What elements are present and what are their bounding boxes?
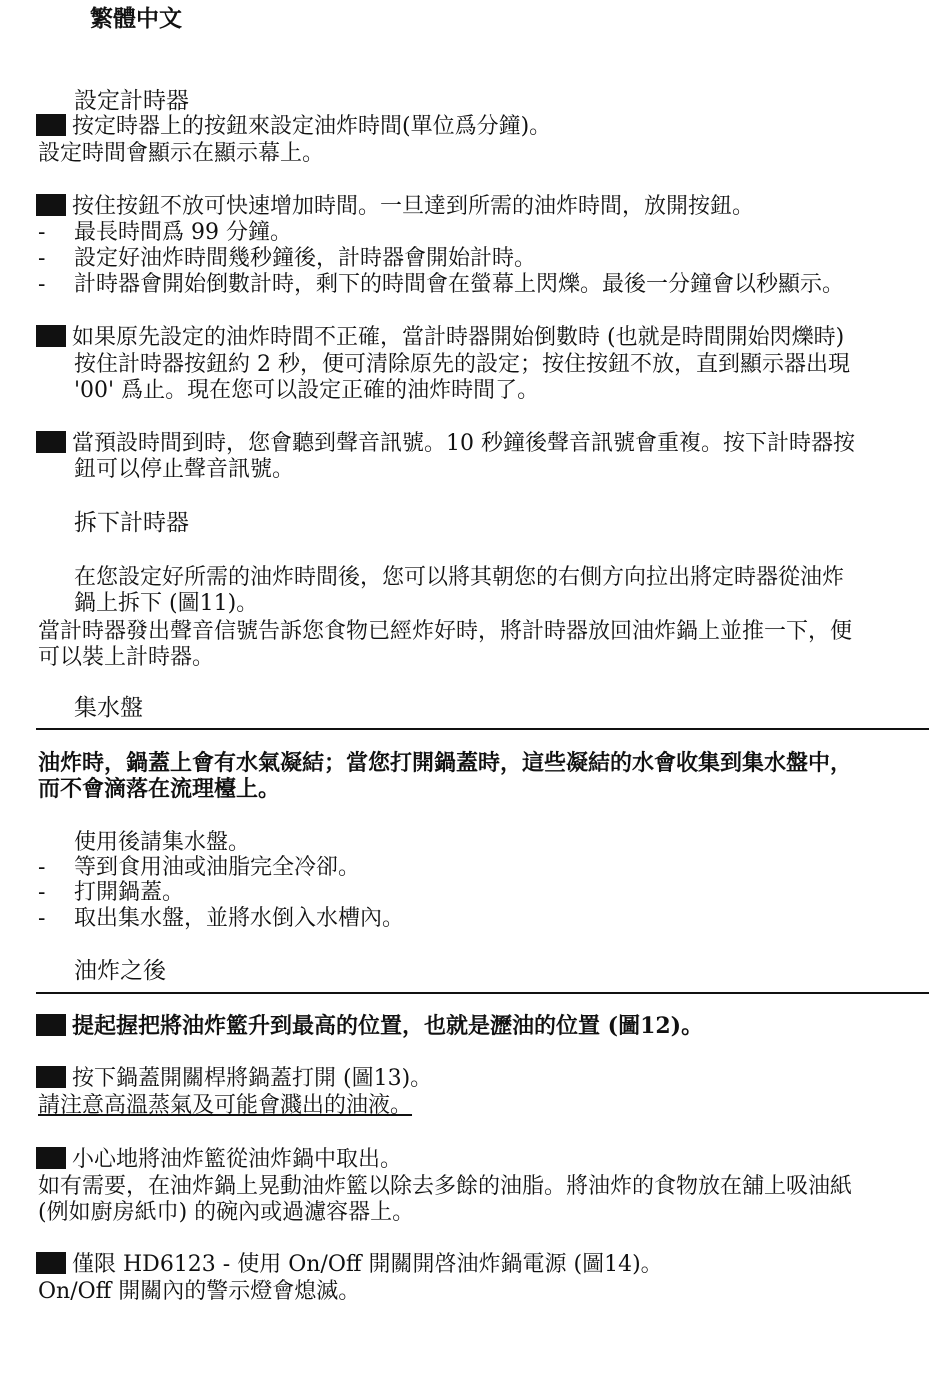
water-tray-bullet-2-text: 打開鍋蓋。 xyxy=(74,880,185,905)
timer-step-3 xyxy=(36,325,844,351)
section-divider xyxy=(36,992,929,994)
timer-bullet-2-text: 設定好油炸時間幾秒鐘後，計時器會開始計時。 xyxy=(74,246,537,271)
bullet-square-icon xyxy=(36,1066,66,1088)
dash-bullet-icon: - xyxy=(38,272,46,297)
timer-step-4-line-2: 鈕可以停止聲音訊號。 xyxy=(74,457,295,482)
timer-bullet-1 xyxy=(38,220,292,246)
remove-timer-line-1: 在您設定好所需的油炸時間後，您可以將其朝您的右側方向拉出將定時器從油炸 xyxy=(74,565,845,590)
after-frying-heading: 油炸之後 xyxy=(74,958,166,984)
after-frying-step-1 xyxy=(36,1013,703,1039)
timer-step-1 xyxy=(36,114,551,140)
dash-bullet-icon: - xyxy=(38,220,46,245)
after-frying-step-3-line-1: 如有需要，在油炸鍋上晃動油炸籃以除去多餘的油脂。將油炸的食物放在舖上吸油紙 xyxy=(38,1174,853,1199)
timer-bullet-3 xyxy=(38,272,844,298)
water-tray-bullet-3 xyxy=(38,906,404,932)
water-tray-intro-line-2: 而不會滴落在流理檯上。 xyxy=(38,776,281,802)
timer-step-2 xyxy=(36,194,754,220)
water-tray-heading: 集水盤 xyxy=(74,695,143,721)
after-frying-step-3 xyxy=(36,1147,402,1173)
timer-step-4 xyxy=(36,431,855,457)
timer-step-1-note: 設定時間會顯示在顯示幕上。 xyxy=(38,141,325,166)
dash-bullet-icon: - xyxy=(38,855,46,880)
timer-step-3-line-2: 按住計時器按鈕約 2 秒，便可清除原先的設定；按住按鈕不放，直到顯示器出現 xyxy=(74,352,850,377)
bullet-square-icon xyxy=(36,431,66,453)
dash-bullet-icon: - xyxy=(38,246,46,271)
after-frying-step-4-note: On/Off 開關內的警示燈會熄滅。 xyxy=(38,1279,361,1304)
dash-bullet-icon: - xyxy=(38,880,46,905)
timer-heading: 設定計時器 xyxy=(74,88,189,114)
water-tray-usage: 使用後請集水盤。 xyxy=(74,830,251,855)
timer-step-4-line-1: 當預設時間到時，您會聽到聲音訊號。10 秒鐘後聲音訊號會重複。按下計時器按 xyxy=(72,431,855,456)
bullet-square-icon xyxy=(36,194,66,216)
timer-bullet-3-text: 計時器會開始倒數計時，剩下的時間會在螢幕上閃爍。最後一分鐘會以秒顯示。 xyxy=(74,272,845,297)
after-frying-step-1-text: 提起握把將油炸籃升到最高的位置，也就是瀝油的位置 (圖12)。 xyxy=(72,1013,704,1039)
remove-timer-line-2: 鍋上拆下 (圖11)。 xyxy=(74,591,259,616)
dash-bullet-icon: - xyxy=(38,906,46,931)
timer-step-3-line-3: '00' 爲止。現在您可以設定正確的油炸時間了。 xyxy=(74,378,540,403)
timer-step-3-line-1: 如果原先設定的油炸時間不正確，當計時器開始倒數時 (也就是時間開始閃爍時) xyxy=(72,325,845,350)
water-tray-bullet-1-text: 等到食用油或油脂完全冷卻。 xyxy=(74,855,361,880)
timer-bullet-1-text: 最長時間爲 99 分鐘。 xyxy=(74,220,292,245)
after-frying-step-2-text: 按下鍋蓋開關桿將鍋蓋打開 (圖13)。 xyxy=(72,1066,433,1091)
water-tray-intro-line-1: 油炸時，鍋蓋上會有水氣凝結；當您打開鍋蓋時，這些凝結的水會收集到集水盤中， xyxy=(38,750,853,776)
after-frying-step-4 xyxy=(36,1252,663,1278)
remove-timer-para2-line-2: 可以裝上計時器。 xyxy=(38,645,215,670)
language-label: 繁體中文 xyxy=(90,5,182,32)
bullet-square-icon xyxy=(36,1014,66,1036)
water-tray-bullet-2 xyxy=(38,880,184,906)
section-divider xyxy=(36,728,929,730)
timer-step-2-text: 按住按鈕不放可快速增加時間。一旦達到所需的油炸時間，放開按鈕。 xyxy=(72,194,755,219)
after-frying-step-2 xyxy=(36,1066,432,1092)
bullet-square-icon xyxy=(36,1147,66,1169)
timer-bullet-2 xyxy=(38,246,536,272)
water-tray-bullet-3-text: 取出集水盤，並將水倒入水槽內。 xyxy=(74,906,405,931)
remove-timer-para2-line-1: 當計時器發出聲音信號告訴您食物已經炸好時，將計時器放回油炸鍋上並推一下，便 xyxy=(38,619,853,644)
bullet-square-icon xyxy=(36,1252,66,1274)
remove-timer-heading: 拆下計時器 xyxy=(74,510,189,536)
timer-step-1-text: 按定時器上的按鈕來設定油炸時間(單位爲分鐘)。 xyxy=(72,114,552,139)
water-tray-bullet-1 xyxy=(38,855,360,881)
after-frying-warning: 請注意高溫蒸氣及可能會濺出的油液。 xyxy=(38,1093,413,1118)
after-frying-step-3-line-2: (例如廚房紙巾) 的碗內或過濾容器上。 xyxy=(38,1200,415,1225)
after-frying-step-4-text: 僅限 HD6123 - 使用 On/Off 開關開啓油炸鍋電源 (圖14)。 xyxy=(72,1252,663,1277)
bullet-square-icon xyxy=(36,325,66,347)
after-frying-step-3-text: 小心地將油炸籃從油炸鍋中取出。 xyxy=(72,1147,403,1172)
bullet-square-icon xyxy=(36,114,66,136)
